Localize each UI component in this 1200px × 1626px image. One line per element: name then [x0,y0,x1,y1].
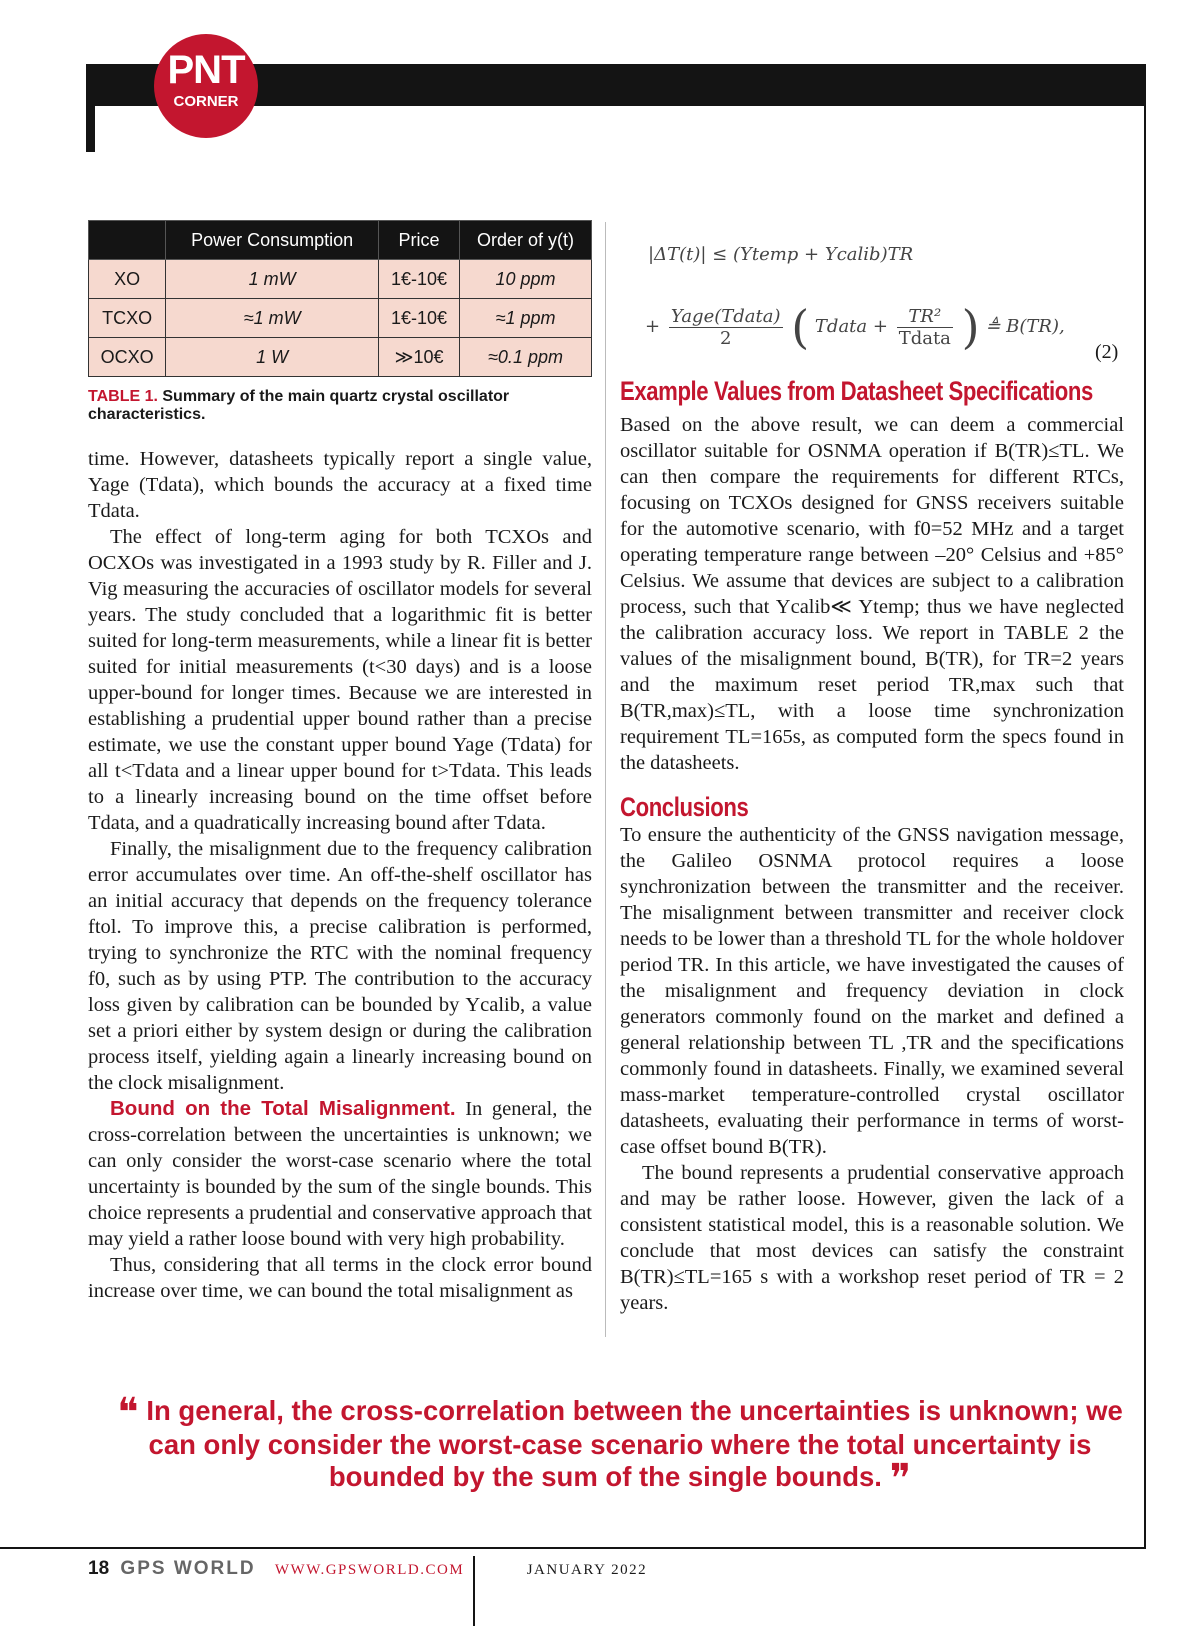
oscillator-table [88,220,592,377]
table-cell: XO [89,260,166,299]
right-column [620,376,1124,1316]
table-row [89,338,592,377]
table-cell: 1€-10€ [379,260,460,299]
table-cell: ≈1 mW [166,299,379,338]
header-left-bar [86,64,95,152]
equation-paren-right: ) [961,300,980,354]
column-divider [605,222,606,1337]
open-quote-icon: ❝ [117,1390,139,1436]
paragraph: The effect of long-term aging for both TCXOs and OCXOs was investigated in a 1993 study by R. Filler and J. Vig measuring the accuracies of oscillator models for several years. The study concluded that a logarithmic fit is better suited for long-term measurements, while a linear fit is better suited for initial measurements (t<30 days) and is a loose upper-bound for longer times. Because we are interested in establishing a prudential upper bound rather than a precise estimate, we use the constant upper bound Yage (Tdata) for all t<Tdata and a linear upper bound for t>Tdata. This leads to a linearly increasing bound on the time offset before Tdata, and a quadratically increasing bound after Tdata. [88,526,592,834]
equation-line-1: |ΔT(t)| ≤ (Ytemp + Ycalib)TR [648,244,914,265]
paragraph: Thus, considering that all terms in the clock error bound increase over time, we can bound the total misalignment as [88,1254,592,1302]
pnt-corner-logo [154,34,258,138]
paragraph: time. However, datasheets typically report a single value, Yage (Tdata), which bounds the accuracy at a fixed time Tdata. [88,448,592,522]
logo-title: PNT [167,48,245,92]
paragraph [88,1096,592,1252]
table-cell: ≈1 ppm [460,299,592,338]
table-cell: TCXO [89,299,166,338]
paragraph: The bound represents a prudential conservative approach and may be rather loose. However, given the lack of a consistent statistical model, this is a reasonable solution. We conclude that most devices can satisfy the constraint B(TR)≤TL=165 s with a workshop reset period of TR = 2 years. [620,1162,1124,1314]
table-header-cell: Power Consumption [166,221,379,260]
equation-fraction-age [669,306,783,349]
table-caption-text: Summary of the main quartz crystal oscillator characteristics. [88,388,510,423]
table-cell: 10 ppm [460,260,592,299]
table-header-cell: Order of y(t) [460,221,592,260]
table-caption-label: TABLE 1. [88,388,158,405]
page-right-rule [1144,64,1146,1548]
section-heading-conclusions: Conclusions [620,792,749,822]
paragraph: Finally, the misalignment due to the frequency calibration error accumulates over time. An off-the-shelf oscillator has an initial accuracy that depends on the frequency tolerance ftol. To improve this, a precise calibration is performed, trying to synchronize the RTC with the nominal frequency f0, such as by using PTP. The contribution to the accuracy loss given by calibration can be bounded by Ycalib, a value set a priori either by system design or during the calibration process itself, yielding again a linearly increasing bound on the clock misalignment. [88,838,592,1094]
table-cell: 1 mW [166,260,379,299]
table-caption [88,388,598,424]
pull-quote [100,1390,1140,1502]
equation-line-2 [645,300,1065,354]
logo-subtitle: CORNER [173,93,239,110]
subsection-heading: Bound on the Total Misalignment. [110,1097,456,1120]
fraction-numerator: TR² [897,306,953,328]
table-header-row [89,221,592,260]
equation-fraction-tr [897,306,953,349]
pull-quote-text: In general, the cross-correlation between the uncertainties is unknown; we can only consider the worst-case scenario where the total uncertainty is bounded by the sum of the single bounds. [146,1395,1123,1492]
table-cell: OCXO [89,338,166,377]
page-footer [88,1558,647,1580]
left-column [88,446,592,1304]
page-number: 18 [88,1558,110,1579]
issue-date: JANUARY 2022 [526,1562,648,1578]
fraction-denominator: Tdata [898,327,951,349]
fraction-denominator: 2 [719,327,732,349]
table-header-cell [89,221,166,260]
paragraph-text: In general, the cross-correlation between the uncertainties is unknown; we can only consider the worst-case scenario where the total uncertainty is bounded by the sum of the single bounds. This choice represents a prudential and conservative approach that may yield a rather loose bound with very high probability. [88,1098,592,1250]
equation-tdata: Tdata + [814,316,888,337]
equation-plus: + [645,316,661,337]
table-cell: 1 W [166,338,379,377]
equation-number: (2) [1095,341,1119,363]
table-row [89,299,592,338]
fraction-numerator: Yage(Tdata) [670,305,781,327]
table-cell: ≫10€ [379,338,460,377]
footer-rule [0,1547,1146,1549]
equation-paren-left: ( [791,300,810,354]
section-heading-example-values: Example Values from Datasheet Specifications [620,376,1093,406]
paragraph: To ensure the authenticity of the GNSS navigation message, the Galileo OSNMA protocol requires a loose synchronization between the transmitter and the receiver. The misalignment between transmitter and receiver clock needs to be lower than a threshold TL for the whole holdover period TR. In this article, we have investigated the causes of the misalignment and frequency deviation in clock generators commonly found on the market and defined a general relationship between TL ,TR and the specifications commonly found in datasheets. Finally, we examined several mass-market temperature-controlled crystal oscillator datasheets, evaluating their performance in terms of worst-case offset bound B(TR). [620,824,1124,1158]
close-quote-icon: ❞ [889,1456,912,1502]
table-cell: 1€-10€ [379,299,460,338]
website-link[interactable]: WWW.GPSWORLD.COM [274,1562,465,1578]
magazine-name: GPS WORLD [120,1558,256,1579]
paragraph: Based on the above result, we can deem a commercial oscillator suitable for OSNMA operation if B(TR)≤TL. We can then compare the requirements for different RTCs, focusing on TCXOs designed for GNSS receivers suitable for the automotive scenario, with f0=52 MHz and a target operating temperature range between –20° Celsius and +85° Celsius. We assume that devices are subject to a calibration process, such that Ycalib≪ Ytemp; thus we have neglected the calibration accuracy loss. We report in TABLE 2 the values of the misalignment bound, B(TR), for TR=2 years and the maximum reset period TR,max such that B(TR,max)≤TL, with a loose time synchronization requirement TL=165s, as computed form the specs found in the datasheets. [620,414,1124,774]
table-cell: ≈0.1 ppm [460,338,592,377]
table-header-cell: Price [379,221,460,260]
equation-rhs: ≜ B(TR), [985,316,1065,337]
table-row [89,260,592,299]
